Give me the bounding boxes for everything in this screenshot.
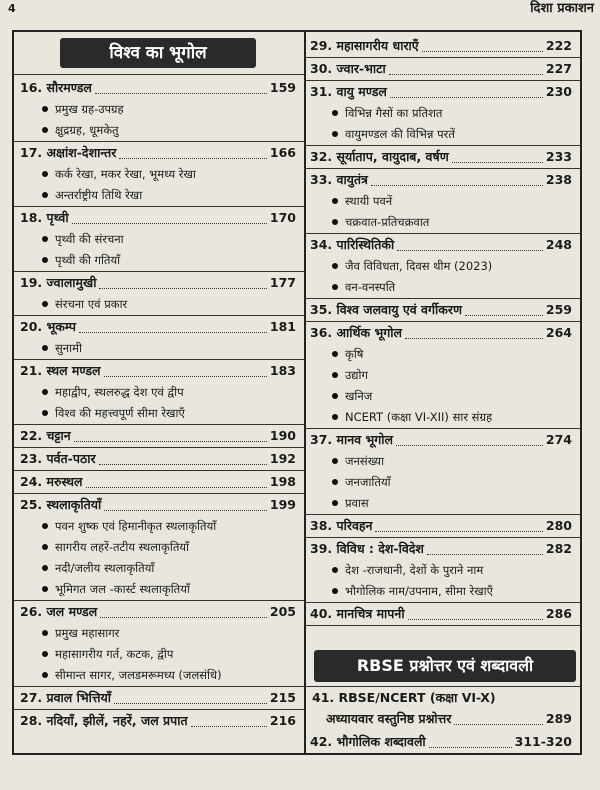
toc-entry-page: 166 [269, 145, 296, 160]
leader-dots [397, 250, 543, 251]
toc-entry-page: 264 [545, 325, 572, 340]
toc-subitem [42, 164, 300, 184]
bullet-icon [42, 236, 48, 242]
leader-dots [390, 97, 543, 98]
toc-subitem [332, 191, 576, 211]
toc-entry-page: 230 [545, 84, 572, 99]
bullet-icon [42, 192, 48, 198]
toc-entry-title: 36. आर्थिक भूगोल [310, 325, 402, 340]
toc-subitem [42, 558, 300, 578]
leader-dots [408, 619, 543, 620]
divider [14, 424, 304, 425]
right-column [304, 32, 580, 753]
toc-entry[interactable] [310, 59, 572, 79]
bullet-icon [332, 567, 338, 573]
toc-entry[interactable] [310, 604, 572, 624]
toc-subitem-label: महासागरीय गर्त, कटक, द्वीप [55, 647, 174, 661]
toc-entry-title: 30. ज्वार-भाटा [310, 61, 386, 76]
bullet-icon [42, 171, 48, 177]
bullet-icon [42, 127, 48, 133]
toc-subitem-label: सीमान्त सागर, जलडमरूमध्य (जलसंधि) [55, 668, 222, 682]
leader-dots [86, 487, 267, 488]
toc-entry-title: 31. वायु मण्डल [310, 84, 387, 99]
toc-entry[interactable] [310, 539, 572, 559]
bullet-icon [332, 458, 338, 464]
divider [304, 80, 580, 81]
toc-entry[interactable] [20, 273, 296, 293]
toc-subitem [42, 294, 300, 314]
bullet-icon [42, 630, 48, 636]
leader-dots [104, 376, 267, 377]
toc-subitem [332, 560, 576, 580]
toc-subitem [42, 99, 300, 119]
toc-subitem [332, 277, 576, 297]
leader-dots [191, 726, 267, 727]
toc-entry-page: 227 [545, 61, 572, 76]
leader-dots [422, 51, 543, 52]
leader-dots [119, 158, 267, 159]
bullet-icon [332, 263, 338, 269]
toc-entry-page: 274 [545, 432, 572, 447]
bullet-icon [42, 544, 48, 550]
toc-subitem-label: चक्रवात-प्रतिचक्रवात [345, 215, 430, 229]
toc-entry-page: 170 [269, 210, 296, 225]
toc-subitem [332, 256, 576, 276]
divider [14, 493, 304, 494]
toc-entry-title: 38. परिवहन [310, 518, 373, 533]
toc-entry-page: 215 [269, 690, 296, 705]
divider [14, 141, 304, 142]
toc-entry[interactable] [20, 426, 296, 446]
toc-subitem-label: सुनामी [55, 341, 82, 355]
divider [304, 145, 580, 146]
toc-subitem [42, 382, 300, 402]
toc-entry-page: 205 [269, 604, 296, 619]
leader-dots [95, 93, 267, 94]
toc-subitem-label: कर्क रेखा, मकर रेखा, भूमध्य रेखा [55, 167, 196, 181]
toc-entry-title: 26. जल मण्डल [20, 604, 98, 619]
leader-dots [427, 554, 543, 555]
toc-subitem [42, 644, 300, 664]
bullet-icon [42, 565, 48, 571]
toc-entry[interactable] [310, 82, 572, 102]
toc-subitem-label: विश्व की महत्त्वपूर्ण सीमा रेखाएँ [55, 406, 185, 420]
divider [14, 359, 304, 360]
toc-subitem [332, 493, 576, 513]
leader-dots [389, 74, 543, 75]
toc-entry-page: 216 [269, 713, 296, 728]
toc-subitem [332, 344, 576, 364]
toc-entry-page: 177 [269, 275, 296, 290]
bullet-icon [332, 393, 338, 399]
bullet-icon [42, 257, 48, 263]
toc-subitem [42, 537, 300, 557]
toc-entry[interactable] [310, 300, 572, 320]
leader-dots [371, 185, 543, 186]
bullet-icon [332, 479, 338, 485]
divider [304, 57, 580, 58]
leader-dots [114, 703, 267, 704]
toc-entry[interactable] [310, 732, 572, 752]
toc-entry[interactable] [20, 208, 296, 228]
toc-entry-title: 16. सौरमण्डल [20, 80, 92, 95]
toc-entry[interactable] [20, 711, 296, 731]
toc-entry-page: 159 [269, 80, 296, 95]
toc-entry-page: 192 [269, 451, 296, 466]
toc-subitem [42, 185, 300, 205]
toc-subitem [332, 407, 576, 427]
toc-subitem [42, 120, 300, 140]
toc-entry-title: 33. वायुतंत्र [310, 172, 368, 187]
divider [304, 298, 580, 299]
toc-subitem-label: महाद्वीप, स्थलरुद्ध देश एवं द्वीप [55, 385, 184, 399]
contents-frame [12, 30, 582, 755]
toc-subitem [332, 103, 576, 123]
divider [14, 271, 304, 272]
divider [304, 602, 580, 603]
toc-entry-title: 17. अक्षांश-देशान्तर [20, 145, 117, 160]
toc-entry[interactable] [20, 495, 296, 515]
toc-entry-title: 27. प्रवाल भित्तियाँ [20, 690, 112, 705]
toc-entry-title: 20. भूकम्प [20, 319, 76, 334]
toc-subitem-label: पवन शुष्क एवं हिमानीकृत स्थलाकृतियाँ [55, 519, 217, 533]
divider [14, 315, 304, 316]
toc-subitem-label: नदी/जलीय स्थलाकृतियाँ [55, 561, 155, 575]
toc-subitem-label: जैव विविधता, दिवस थीम (2023) [345, 259, 493, 273]
toc-entry-title: 35. विश्व जलवायु एवं वर्गीकरण [310, 302, 463, 317]
bullet-icon [332, 110, 338, 116]
toc-entry-page: 259 [545, 302, 572, 317]
toc-entry-title: 22. चट्टान [20, 428, 71, 443]
toc-entry-title: 18. पृथ्वी [20, 210, 69, 225]
toc-entry-title: 39. विविध : देश-विदेश [310, 541, 424, 556]
toc-entry[interactable] [20, 361, 296, 381]
toc-entry-title: 23. पर्वत-पठार [20, 451, 96, 466]
bullet-icon [332, 414, 338, 420]
toc-entry-page: 280 [545, 518, 572, 533]
divider [304, 233, 580, 234]
toc-subitem-label: भूमिगत जल -कार्स्ट स्थलाकृतियाँ [55, 582, 190, 596]
toc-entry-title: 37. मानव भूगोल [310, 432, 393, 447]
toc-subitem-label: पृथ्वी की गतियाँ [55, 253, 121, 267]
toc-entry[interactable] [20, 602, 296, 622]
leader-dots [396, 445, 543, 446]
leader-dots [405, 338, 543, 339]
bullet-icon [332, 500, 338, 506]
divider [304, 428, 580, 429]
toc-subitem [42, 516, 300, 536]
divider [304, 686, 580, 687]
divider [14, 470, 304, 471]
leader-dots [465, 315, 543, 316]
toc-subitem-label: कृषि [345, 347, 364, 361]
toc-entry-page: 190 [269, 428, 296, 443]
toc-subitem [42, 665, 300, 685]
toc-subitem [42, 229, 300, 249]
toc-entry[interactable] [310, 323, 572, 343]
toc-subitem [42, 338, 300, 358]
bullet-icon [332, 219, 338, 225]
toc-subitem-label: जनसंख्या [345, 454, 385, 468]
toc-subitem [332, 451, 576, 471]
toc-entry-page: 248 [545, 237, 572, 252]
toc-entry-page: 289 [545, 711, 572, 726]
toc-entry[interactable] [310, 516, 572, 536]
divider [14, 686, 304, 687]
toc-subitem-label: देश -राजधानी, देशों के पुराने नाम [345, 563, 484, 577]
leader-dots [454, 724, 543, 725]
divider [304, 321, 580, 322]
leader-dots [104, 510, 267, 511]
bullet-icon [332, 284, 338, 290]
toc-entry[interactable] [310, 235, 572, 255]
toc-subitem-label: भौगोलिक नाम/उपनाम, सीमा रेखाएँ [345, 584, 493, 598]
toc-entry-41[interactable] [326, 709, 572, 729]
toc-subitem [332, 365, 576, 385]
bullet-icon [42, 410, 48, 416]
toc-entry-title: 32. सूर्याताप, वायुदाब, वर्षण [310, 149, 449, 164]
left-column [14, 32, 306, 753]
bullet-icon [42, 106, 48, 112]
toc-entry[interactable] [20, 143, 296, 163]
toc-entry-page: 199 [269, 497, 296, 512]
toc-entry-title: 40. मानचित्र मापनी [310, 606, 405, 621]
toc-entry[interactable] [20, 78, 296, 98]
toc-entry-title: 34. पारिस्थितिकी [310, 237, 395, 252]
leader-dots [79, 332, 267, 333]
bullet-icon [42, 301, 48, 307]
section-title-rbse: RBSE प्रश्नोत्तर एवं शब्दावली [314, 650, 576, 682]
leader-dots [99, 288, 267, 289]
toc-subitem-label: खनिज [345, 389, 373, 403]
toc-entry-title: 25. स्थलाकृतियाँ [20, 497, 102, 512]
toc-subitem [42, 250, 300, 270]
toc-subitem [332, 212, 576, 232]
bullet-icon [332, 351, 338, 357]
toc-entry-page: 181 [269, 319, 296, 334]
bullet-icon [332, 131, 338, 137]
toc-entry-title: 24. मरुस्थल [20, 474, 83, 489]
toc-subitem-label: क्षुद्रग्रह, धूमकेतु [55, 123, 119, 137]
toc-entry[interactable] [310, 430, 572, 450]
toc-entry-page: 233 [545, 149, 572, 164]
divider [14, 74, 304, 75]
toc-entry-page: 183 [269, 363, 296, 378]
divider [14, 206, 304, 207]
toc-subitem [332, 124, 576, 144]
toc-entry-41-line1[interactable]: 41. RBSE/NCERT (कक्षा VI-X) [312, 690, 496, 705]
toc-entry[interactable] [20, 317, 296, 337]
divider [304, 168, 580, 169]
toc-subitem [332, 581, 576, 601]
toc-entry-title: 21. स्थल मण्डल [20, 363, 101, 378]
divider [304, 514, 580, 515]
toc-entry-page: 286 [545, 606, 572, 621]
bullet-icon [332, 588, 338, 594]
toc-entry-title: 19. ज्वालामुखी [20, 275, 97, 290]
divider [304, 537, 580, 538]
leader-dots [375, 531, 543, 532]
toc-subitem-label: उद्योग [345, 368, 368, 382]
toc-entry-page: 238 [545, 172, 572, 187]
toc-entry[interactable] [310, 36, 572, 56]
toc-entry-title: 28. नदियाँ, झीलें, नहरें, जल प्रपात [20, 713, 188, 728]
bullet-icon [42, 389, 48, 395]
toc-entry[interactable] [20, 688, 296, 708]
divider [14, 600, 304, 601]
toc-subitem-label: पृथ्वी की संरचना [55, 232, 124, 246]
toc-entry-title: अध्यायवार वस्तुनिष्ठ प्रश्नोत्तर [326, 711, 452, 726]
bullet-icon [42, 345, 48, 351]
toc-subitem-label: वायुमण्डल की विभिन्न परतें [345, 127, 455, 141]
divider [304, 625, 580, 626]
toc-subitem [332, 472, 576, 492]
toc-entry-page: 282 [545, 541, 572, 556]
toc-subitem [42, 403, 300, 423]
leader-dots [452, 162, 543, 163]
divider [14, 709, 304, 710]
divider [14, 447, 304, 448]
toc-entry-title: 29. महासागरीय धाराएँ [310, 38, 419, 53]
leader-dots [100, 617, 267, 618]
bullet-icon [42, 586, 48, 592]
bullet-icon [332, 372, 338, 378]
toc-subitem-label: विभिन्न गैसों का प्रतिशत [345, 106, 443, 120]
toc-subitem-label: प्रवास [345, 496, 369, 510]
publisher-name: दिशा प्रकाशन [530, 1, 594, 16]
toc-entry[interactable] [20, 472, 296, 492]
page-number: 4 [8, 2, 16, 15]
leader-dots [72, 223, 267, 224]
bullet-icon [42, 523, 48, 529]
toc-subitem-label: सागरीय लहरें-तटीय स्थलाकृतियाँ [55, 540, 190, 554]
toc-subitem-label: प्रमुख ग्रह-उपग्रह [55, 102, 124, 116]
toc-entry[interactable] [310, 170, 572, 190]
toc-subitem-label: जनजातियाँ [345, 475, 391, 489]
toc-subitem-label: प्रमुख महासागर [55, 626, 120, 640]
toc-entry-page: 198 [269, 474, 296, 489]
toc-subitem-label: NCERT (कक्षा VI-XII) सार संग्रह [345, 410, 493, 424]
toc-entry[interactable] [310, 147, 572, 167]
leader-dots [429, 747, 512, 748]
toc-subitem-label: वन-वनस्पति [345, 280, 396, 294]
leader-dots [74, 441, 267, 442]
toc-entry[interactable] [20, 449, 296, 469]
toc-subitem-label: अन्तर्राष्ट्रीय तिथि रेखा [55, 188, 143, 202]
toc-subitem [332, 386, 576, 406]
toc-subitem [42, 579, 300, 599]
leader-dots [99, 464, 267, 465]
bullet-icon [42, 672, 48, 678]
bullet-icon [332, 198, 338, 204]
bullet-icon [42, 651, 48, 657]
toc-subitem-label: स्थायी पवनें [345, 194, 393, 208]
toc-subitem-label: संरचना एवं प्रकार [55, 297, 128, 311]
toc-entry-title: 42. भौगोलिक शब्दावली [310, 734, 426, 749]
toc-subitem [42, 623, 300, 643]
section-title-world-geography: विश्व का भूगोल [60, 38, 256, 68]
toc-entry-page: 222 [545, 38, 572, 53]
toc-entry-page: 311-320 [514, 734, 572, 749]
